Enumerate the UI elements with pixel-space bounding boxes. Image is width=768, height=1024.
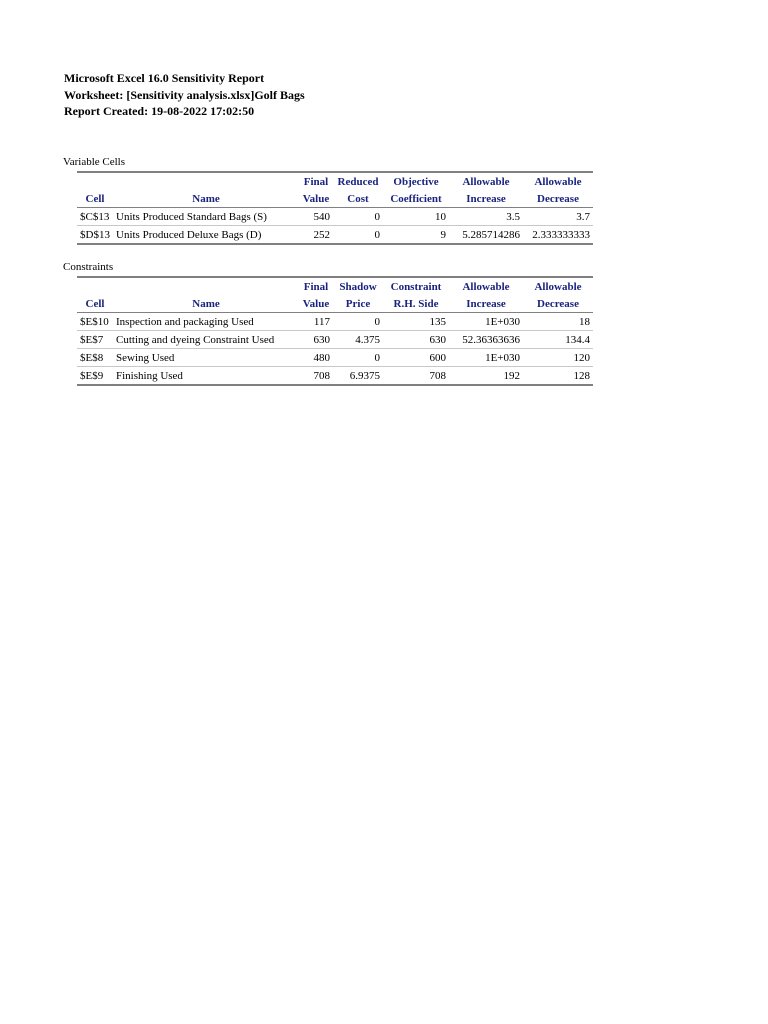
column-header: Cell (77, 295, 113, 313)
cell-ref: $E$8 (77, 349, 113, 367)
cell-name: Cutting and dyeing Constraint Used (113, 331, 299, 349)
table-row (77, 349, 593, 367)
allowable-increase: 1E+030 (449, 349, 523, 367)
column-header: Shadow (333, 277, 383, 295)
table-row (77, 331, 593, 349)
report-header (64, 70, 305, 120)
objective-coefficient: 9 (383, 226, 449, 245)
table-header-row (77, 190, 593, 208)
table-header-row (77, 277, 593, 295)
shadow-price: 0 (333, 349, 383, 367)
column-header: Final (299, 277, 333, 295)
constraint-rh-side: 600 (383, 349, 449, 367)
variable-cells-title: Variable Cells (63, 156, 126, 168)
column-header: Name (113, 295, 299, 313)
final-value: 540 (299, 208, 333, 226)
column-header (77, 172, 113, 190)
reduced-cost: 0 (333, 226, 383, 245)
objective-coefficient: 10 (383, 208, 449, 226)
cell-ref: $C$13 (77, 208, 113, 226)
column-header: Increase (449, 295, 523, 313)
column-header (113, 277, 299, 295)
column-header: Objective (383, 172, 449, 190)
column-header: Value (299, 190, 333, 208)
report-title: Microsoft Excel 16.0 Sensitivity Report (64, 71, 265, 85)
table-row (77, 208, 593, 226)
worksheet-name: Worksheet: [Sensitivity analysis.xlsx]Golf Bags (64, 87, 305, 102)
final-value: 480 (299, 349, 333, 367)
column-header (113, 172, 299, 190)
allowable-decrease: 2.333333333 (523, 226, 593, 245)
allowable-increase: 3.5 (449, 208, 523, 226)
column-header: Price (333, 295, 383, 313)
column-header: Decrease (523, 190, 593, 208)
table-header-row (77, 295, 593, 313)
final-value: 252 (299, 226, 333, 245)
column-header: Cell (77, 190, 113, 208)
column-header (77, 277, 113, 295)
cell-name: Units Produced Standard Bags (S) (113, 208, 299, 226)
column-header: Allowable (449, 277, 523, 295)
column-header: Constraint (383, 277, 449, 295)
allowable-decrease: 134.4 (523, 331, 593, 349)
shadow-price: 4.375 (333, 331, 383, 349)
cell-ref: $E$9 (77, 367, 113, 386)
column-header: Reduced (333, 172, 383, 190)
shadow-price: 6.9375 (333, 367, 383, 386)
column-header: Decrease (523, 295, 593, 313)
allowable-decrease: 128 (523, 367, 593, 386)
constraint-rh-side: 708 (383, 367, 449, 386)
table-row (77, 313, 593, 331)
shadow-price: 0 (333, 313, 383, 331)
column-header: Coefficient (383, 190, 449, 208)
final-value: 630 (299, 331, 333, 349)
allowable-increase: 1E+030 (449, 313, 523, 331)
variable-cells-table (77, 171, 593, 245)
cell-name: Finishing Used (113, 367, 299, 386)
column-header: Cost (333, 190, 383, 208)
table-header-row (77, 172, 593, 190)
final-value: 708 (299, 367, 333, 386)
allowable-decrease: 18 (523, 313, 593, 331)
allowable-increase: 52.36363636 (449, 331, 523, 349)
cell-name: Units Produced Deluxe Bags (D) (113, 226, 299, 245)
report-created: Report Created: 19-08-2022 17:02:50 (64, 104, 255, 118)
cell-ref: $E$10 (77, 313, 113, 331)
column-header: Increase (449, 190, 523, 208)
column-header: Allowable (449, 172, 523, 190)
constraint-rh-side: 630 (383, 331, 449, 349)
column-header: Allowable (523, 277, 593, 295)
allowable-increase: 5.285714286 (449, 226, 523, 245)
cell-name: Sewing Used (113, 349, 299, 367)
table-row (77, 226, 593, 245)
column-header: R.H. Side (383, 295, 449, 313)
reduced-cost: 0 (333, 208, 383, 226)
column-header: Name (113, 190, 299, 208)
table-row (77, 367, 593, 386)
cell-name: Inspection and packaging Used (113, 313, 299, 331)
allowable-decrease: 120 (523, 349, 593, 367)
cell-ref: $E$7 (77, 331, 113, 349)
constraints-title: Constraints (63, 261, 114, 273)
allowable-increase: 192 (449, 367, 523, 386)
cell-ref: $D$13 (77, 226, 113, 245)
constraints-table (77, 276, 593, 386)
column-header: Value (299, 295, 333, 313)
column-header: Final (299, 172, 333, 190)
allowable-decrease: 3.7 (523, 208, 593, 226)
constraint-rh-side: 135 (383, 313, 449, 331)
column-header: Allowable (523, 172, 593, 190)
final-value: 117 (299, 313, 333, 331)
